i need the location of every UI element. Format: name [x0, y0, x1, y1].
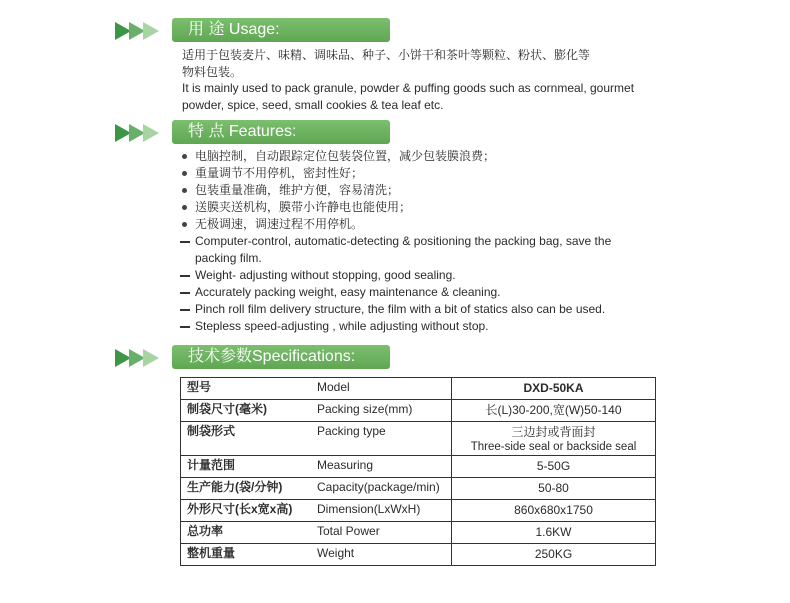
spec-value [452, 500, 656, 522]
spec-value-text: 三边封或背面封 [511, 425, 596, 439]
spec-cn-label: 总功率 [181, 522, 312, 544]
specs-table [180, 377, 656, 566]
spec-cn-label: 外形尺寸(长x宽x高) [181, 500, 312, 522]
table-row [181, 500, 656, 522]
list-item: Pinch roll film delivery structure, the film with a bit of statics also can be used. [180, 301, 611, 318]
spec-value-text: 50-80 [538, 481, 569, 495]
usage-header [115, 18, 395, 44]
spec-cn-label: 整机重量 [181, 544, 312, 566]
features-header [115, 120, 395, 146]
spec-value-text: 860x680x1750 [514, 503, 593, 517]
list-item: 送膜夹送机构，膜带小许静电也能使用； [180, 199, 611, 216]
spec-cn-label: 制袋尺寸(毫米) [181, 400, 312, 422]
spec-cn-label: 型号 [181, 378, 312, 400]
features-list [180, 148, 611, 335]
list-item-continued: packing film. [195, 251, 262, 265]
usage-text [182, 47, 634, 113]
usage-en-line: It is mainly used to pack granule, powder & puffing goods such as cornmeal, gourmet [182, 81, 635, 95]
spec-value-text: DXD-50KA [523, 381, 584, 395]
list-item: 重量调节不用停机，密封性好； [180, 165, 611, 182]
spec-value [452, 522, 656, 544]
list-item: Accurately packing weight, easy maintenance & cleaning. [180, 284, 611, 301]
spec-value [452, 456, 656, 478]
usage-cn-line: 物料包装。 [182, 64, 243, 79]
table-row [181, 400, 656, 422]
arrows-icon [115, 349, 165, 367]
list-item: Computer-control, automatic-detecting & positioning the packing bag, save the [180, 233, 611, 250]
spec-cn-label: 制袋形式 [181, 422, 312, 456]
spec-value-text: 5-50G [536, 459, 571, 473]
spec-value [452, 478, 656, 500]
list-item: Weight- adjusting without stopping, good sealing. [180, 267, 611, 284]
spec-value-text: 长(L)30-200,宽(W)50-140 [485, 403, 622, 417]
specs-header [115, 345, 395, 371]
list-item: 无极调速，调速过程不用停机。 [180, 216, 611, 233]
spec-value [452, 422, 656, 456]
spec-en-label: Measuring [311, 456, 452, 478]
spec-cn-label: 生产能力(袋/分钟) [181, 478, 312, 500]
table-row [181, 478, 656, 500]
spec-en-label: Packing size(mm) [311, 400, 452, 422]
spec-value-text: 250KG [534, 547, 573, 561]
spec-en-label: Weight [311, 544, 452, 566]
spec-en-label: Total Power [311, 522, 452, 544]
spec-en-label: Dimension(LxWxH) [311, 500, 452, 522]
spec-cn-label: 计量范围 [181, 456, 312, 478]
spec-value-text-en: Three-side seal or backside seal [470, 441, 637, 453]
table-row [181, 456, 656, 478]
table-row [181, 422, 656, 456]
spec-value [452, 400, 656, 422]
spec-en-label: Packing type [311, 422, 452, 456]
spec-value-text: 1.6KW [535, 525, 572, 539]
spec-value [452, 378, 656, 400]
spec-en-label: Model [311, 378, 452, 400]
list-item: 包装重量准确，维护方便，容易清洗； [180, 182, 611, 199]
table-row [181, 378, 656, 400]
usage-en-line: powder, spice, seed, small cookies & tea leaf etc. [182, 97, 444, 112]
section-title: 用 途 Usage: [172, 18, 390, 42]
spec-en-label: Capacity(package/min) [311, 478, 452, 500]
list-item: 电脑控制，自动跟踪定位包装袋位置，减少包装膜浪费； [180, 148, 611, 165]
usage-cn-line: 适用于包装麦片、味精、调味品、种子、小饼干和茶叶等颗粒、粉状、膨化等 [182, 48, 591, 62]
spec-value [452, 544, 656, 566]
section-title: 技术参数Specifications: [172, 345, 390, 369]
list-item: Stepless speed-adjusting , while adjusting without stop. [180, 318, 611, 335]
table-row [181, 522, 656, 544]
arrows-icon [115, 124, 165, 142]
section-title: 特 点 Features: [172, 120, 390, 144]
arrows-icon [115, 22, 165, 40]
table-row [181, 544, 656, 566]
